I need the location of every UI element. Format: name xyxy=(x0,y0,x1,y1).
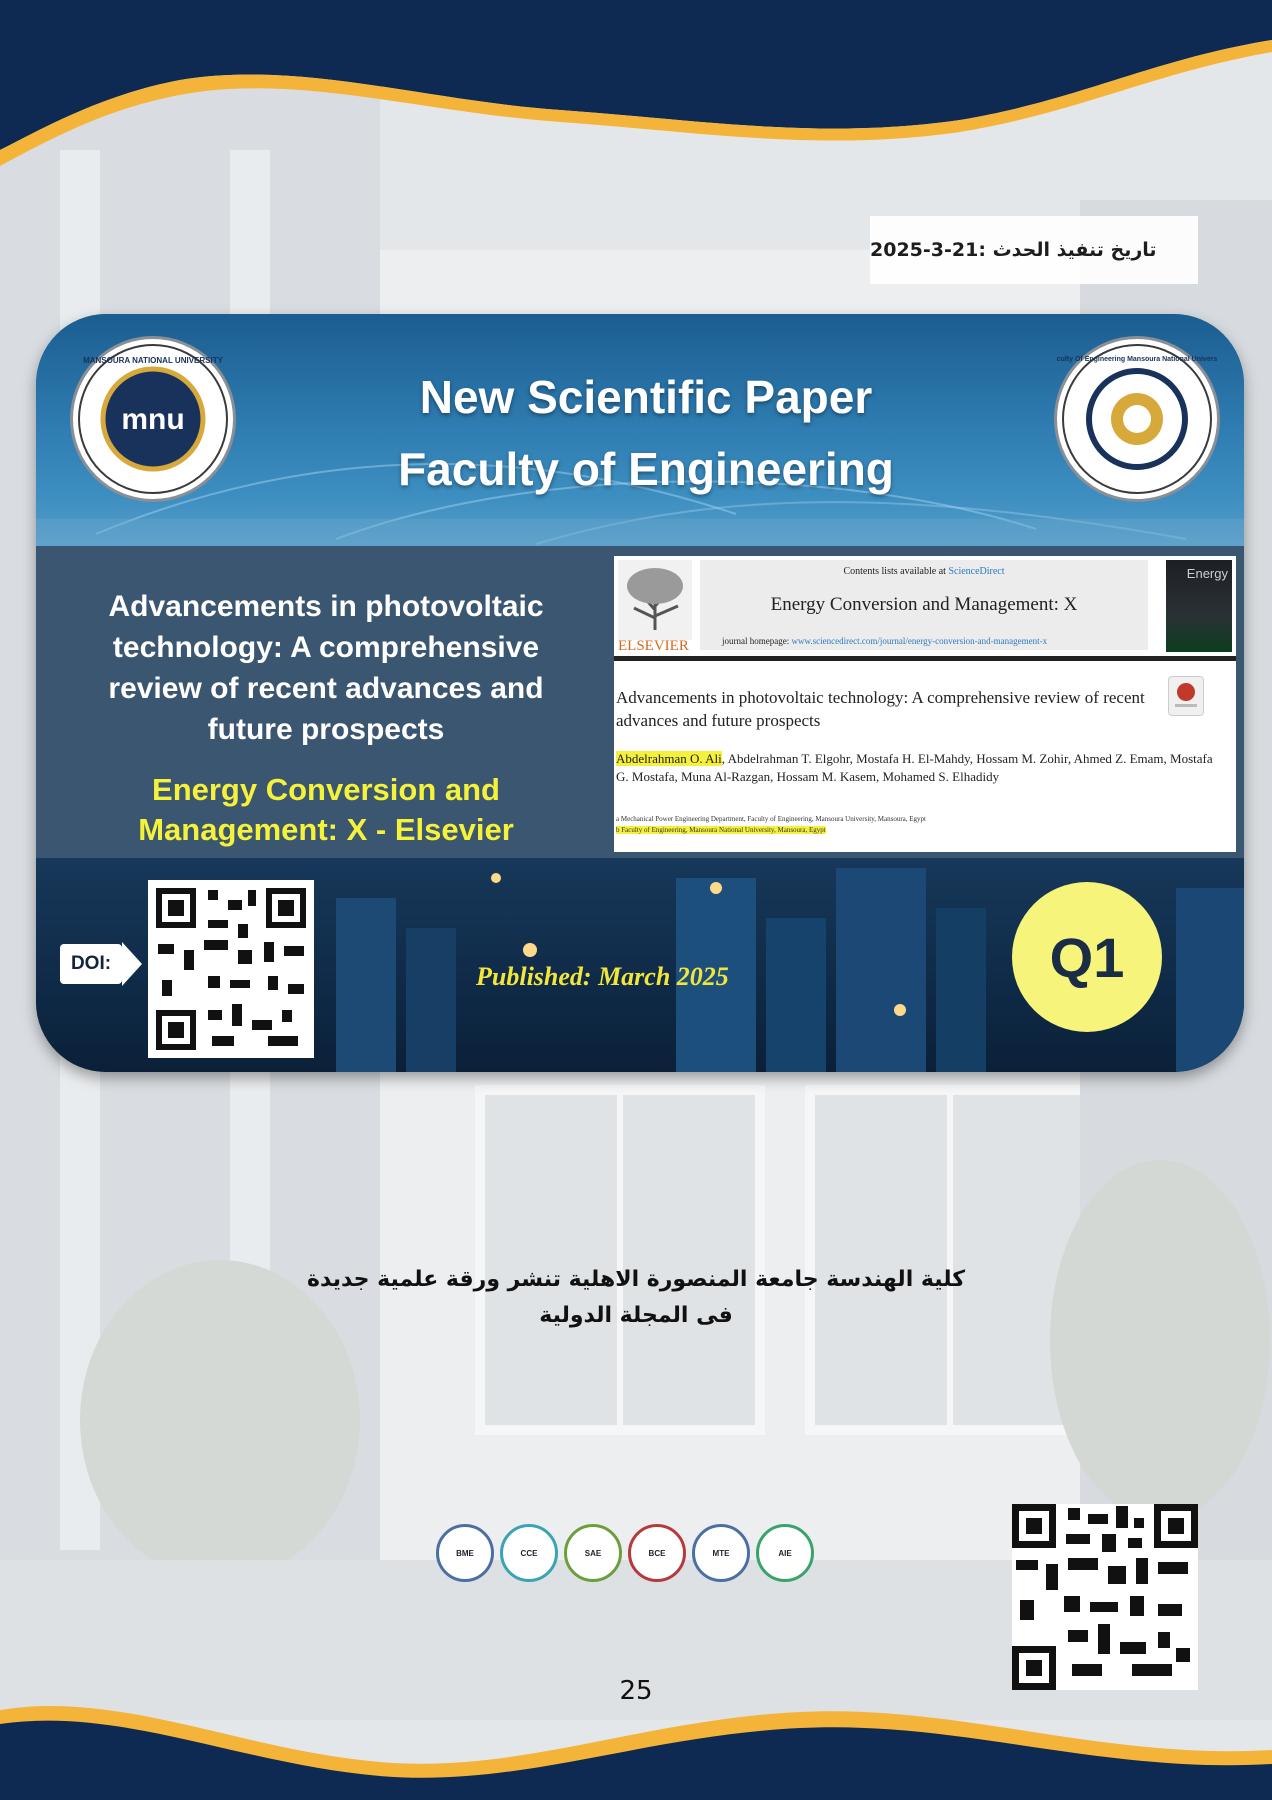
journal-info-box xyxy=(700,560,1148,650)
publication-date: Published: March 2025 xyxy=(476,962,729,991)
article-journal-title: Energy Conversion and Management: X xyxy=(770,594,1078,615)
highlighted-first-author: Abdelrahman O. Ali xyxy=(616,751,722,766)
page-qr-code[interactable] xyxy=(1012,1504,1198,1690)
article-affiliations: a Mechanical Power Engineering Department, Faculty of Engineering, Mansoura University, Mansoura, Egypt b Faculty of Engineering, Mansoura National University, Mansoura, Egypt xyxy=(616,815,926,834)
department-logo: SAE xyxy=(564,1524,622,1582)
svg-text:MANSOURA NATIONAL UNIVERSITY: MANSOURA NATIONAL UNIVERSITY xyxy=(83,356,223,365)
banner-title-line1: New Scientific Paper xyxy=(419,371,873,423)
arabic-headline: كلية الهندسة جامعة المنصورة الاهلية تنشر ورقة علمية جديدة فى المجلة الدولية xyxy=(307,1267,965,1328)
article-snippet xyxy=(614,556,1236,852)
contents-available-line: Contents lists available at ScienceDirect xyxy=(843,566,1005,577)
department-logo: BME xyxy=(436,1524,494,1582)
article-header xyxy=(614,556,1236,661)
department-logo: BCE xyxy=(628,1524,686,1582)
page-number: 25 xyxy=(619,1676,653,1706)
elsevier-wordmark: ELSEVIER xyxy=(618,638,689,654)
svg-text:Faculty Of Engineering Mansour: Faculty Of Engineering Mansoura National University xyxy=(1057,356,1217,363)
paper-announcement-banner xyxy=(36,314,1244,1072)
event-date: تاريخ تنفيذ الحدث :21-3-2025 xyxy=(870,216,1198,284)
paper-title: Advancements in photovoltaic technology: A comprehensive review of recent advances and future prospects xyxy=(108,590,544,746)
article-authors: Abdelrahman O. Ali, Abdelrahman T. Elgohr, Mostafa H. El-Mahdy, Hossam M. Zohir, Ahmed Z. Emam, Mostafa G. Mostafa, Muna Al-Razgan, Hossam M. Kasem, Mohamed S. Elhadidy xyxy=(616,751,1213,784)
faculty-of-engineering-seal xyxy=(1054,336,1220,502)
doi-qr-code[interactable] xyxy=(148,880,314,1058)
q1-quartile-badge: Q1 xyxy=(1012,882,1162,1032)
banner-title-line2: Faculty of Engineering xyxy=(398,443,894,495)
check-for-updates-icon[interactable] xyxy=(1168,676,1204,716)
department-logos xyxy=(436,1524,836,1588)
svg-text:mnu: mnu xyxy=(121,403,185,436)
department-logo: CCE xyxy=(500,1524,558,1582)
doi-arrow-icon xyxy=(122,942,142,986)
sciencedirect-link[interactable]: ScienceDirect xyxy=(948,566,1005,577)
department-logo: AIE xyxy=(756,1524,814,1582)
header-wave-decoration xyxy=(0,0,1272,230)
journal-homepage-line: journal homepage: www.sciencedirect.com/journal/energy-conversion-and-management-x xyxy=(722,636,1048,646)
article-title: Advancements in photovoltaic technology: A comprehensive review of recent advances and future prospects xyxy=(616,688,1145,730)
journal-cover-thumbnail: Energy xyxy=(1166,560,1232,652)
journal-name: Energy Conversion and Management: X - Elsevier xyxy=(138,772,514,847)
department-logo: MTE xyxy=(692,1524,750,1582)
mnu-university-seal xyxy=(70,336,236,502)
doi-label: DOI: xyxy=(60,944,122,984)
journal-homepage-link[interactable]: www.sciencedirect.com/journal/energy-conversion-and-management-x xyxy=(791,636,1048,646)
